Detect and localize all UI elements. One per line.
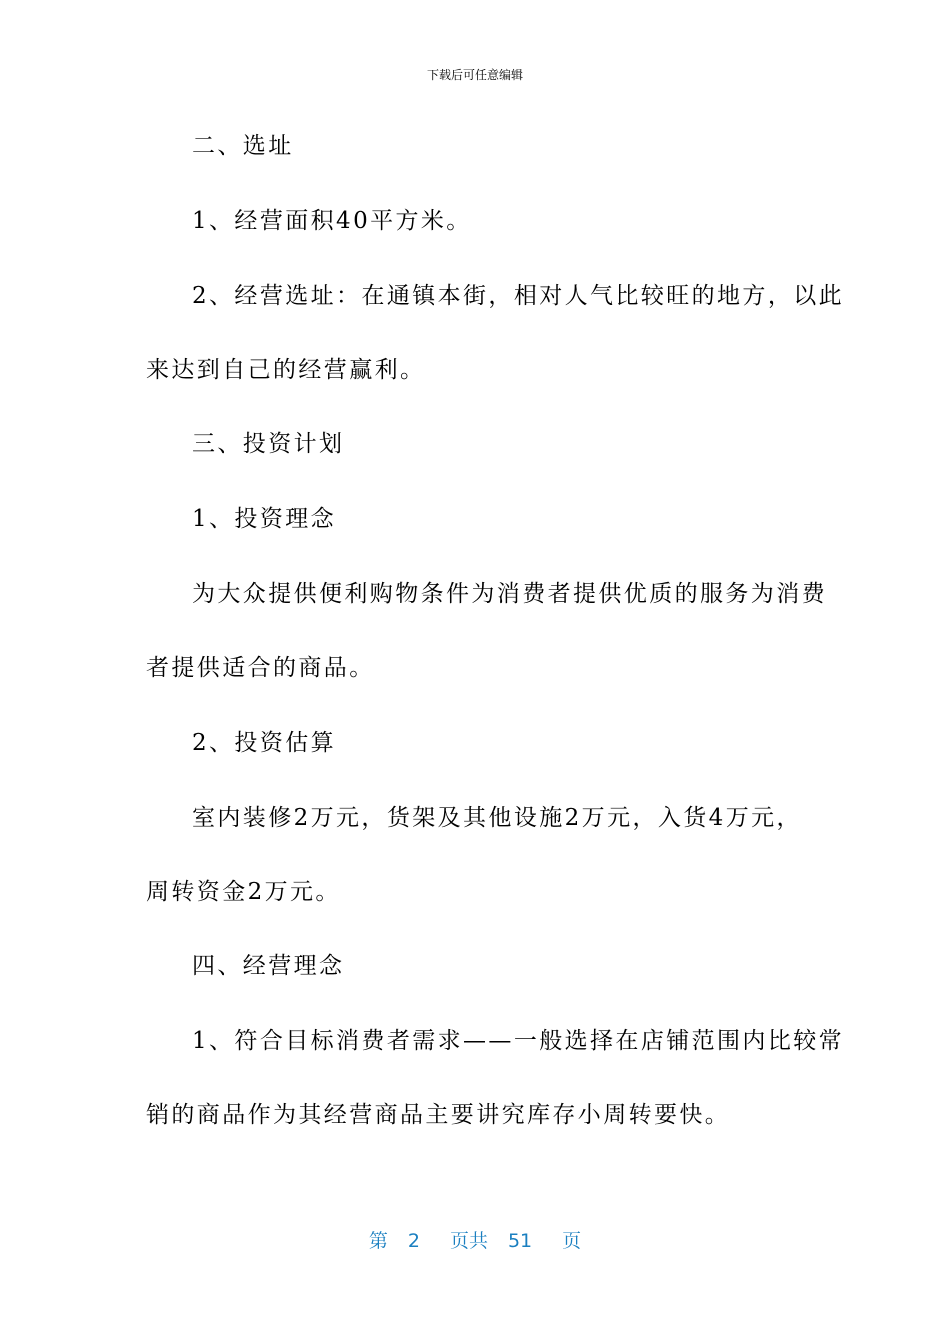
paragraph-line: 为大众提供便利购物条件为消费者提供优质的服务为消费 — [192, 581, 827, 607]
header-note: 下载后可任意编辑 — [426, 68, 523, 82]
section-heading-philosophy: 四、经营理念 — [192, 953, 345, 979]
section-heading-investment: 三、投资计划 — [192, 431, 345, 457]
footer-suffix: 页 — [562, 1230, 582, 1252]
footer-prefix: 第 — [368, 1230, 388, 1252]
paragraph-line: 2、投资估算 — [192, 730, 337, 756]
paragraph-line: 销的商品作为其经营商品主要讲究库存小周转要快。 — [146, 1102, 731, 1128]
footer-page-number: 2 — [407, 1230, 420, 1252]
paragraph-line: 室内装修2万元，货架及其他设施2万元，入货4万元， — [192, 805, 802, 831]
paragraph-line: 1、符合目标消费者需求——一般选择在店铺范围内比较常 — [192, 1028, 845, 1054]
paragraph-line: 1、投资理念 — [192, 506, 337, 532]
paragraph-line: 2、经营选址：在通镇本街，相对人气比较旺的地方，以此 — [192, 283, 845, 309]
footer-mid: 页共 — [449, 1230, 488, 1252]
paragraph-line: 周转资金2万元。 — [146, 879, 341, 905]
paragraph-line: 1、经营面积40平方米。 — [192, 208, 472, 234]
footer-total-pages: 51 — [507, 1230, 533, 1252]
paragraph-line: 者提供适合的商品。 — [146, 655, 375, 681]
page-footer — [0, 1226, 950, 1253]
section-heading-site: 二、选址 — [192, 133, 294, 159]
paragraph-line: 来达到自己的经营赢利。 — [146, 357, 426, 383]
